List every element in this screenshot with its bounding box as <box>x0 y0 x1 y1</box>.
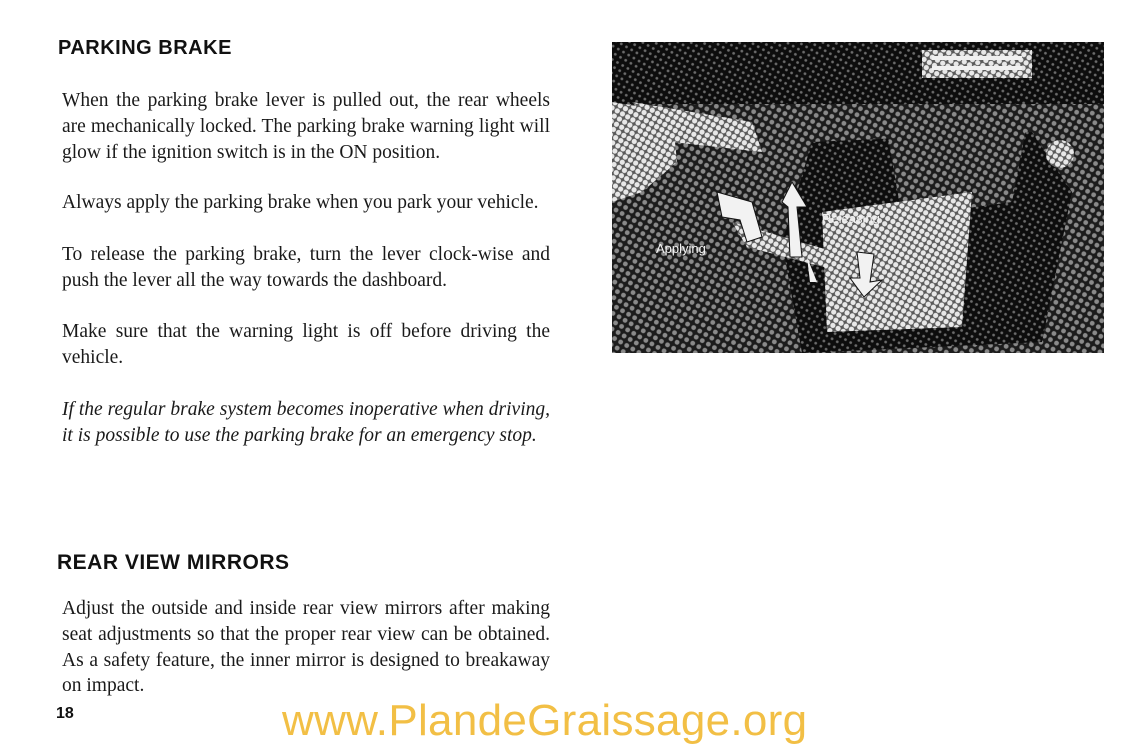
applying-label: Applying <box>656 241 706 256</box>
page-number: 18 <box>56 705 74 722</box>
parking-brake-heading: PARKING BRAKE <box>58 37 232 59</box>
parking-brake-paragraph-3: To release the parking brake, turn the lever clock-wise and push the lever all the way towards the dashboard. <box>62 244 550 291</box>
parking-brake-photo <box>612 42 1104 353</box>
watermark-link[interactable]: www.PlandeGraissage.org <box>282 696 808 745</box>
rear-view-mirrors-heading: REAR VIEW MIRRORS <box>57 551 290 574</box>
rear-view-mirrors-paragraph: Adjust the outside and inside rear view mirrors after making seat adjustments so that the proper rear view can be obtained. As a safety feature, the inner mirror is designed to breakaway on impact. <box>62 598 550 697</box>
emergency-stop-note: If the regular brake system becomes inoperative when driving, it is possible to use the parking brake for an emergency stop. <box>62 399 550 446</box>
parking-brake-paragraph-2: Always apply the parking brake when you park your vehicle. <box>62 192 539 213</box>
releasing-label: Releasing <box>822 211 880 226</box>
parking-brake-paragraph-1: When the parking brake lever is pulled out, the rear wheels are mechanically locked. The parking brake warning light will glow if the ignition switch is in the ON position. <box>62 90 550 163</box>
parking-brake-paragraph-4: Make sure that the warning light is off before driving the vehicle. <box>62 321 550 368</box>
